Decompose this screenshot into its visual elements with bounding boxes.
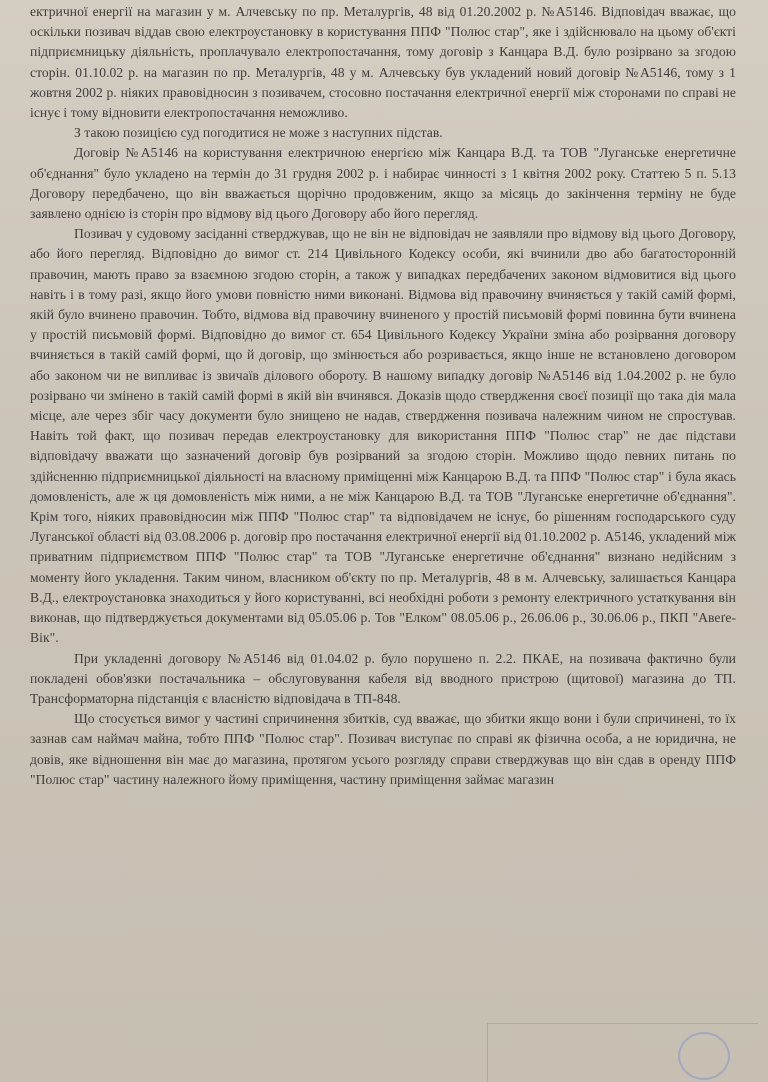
document-body	[30, 2, 736, 790]
paragraph-1: ектричної енергії на магазин у м. Алчевську по пр. Металургів, 48 від 01.20.2002 р. №А5146. Відповідач вважає, що оскільки позивач віддав свою електроустановку в користування ППФ "Полюс стар", яке і здійснювало на цьому об'єкті підприємницьку діяльність, проплачувало електропостачання, тому договір з Канцара В.Д. було розірвано за згодою сторін. 01.10.02 р. на магазин по пр. Металургів, 48 у м. Алчевську був укладений новий договір №А5146, тому з 1 жовтня 2002 р. ніяких правовідносин з позивачем, стосовно постачання електричної енергії між сторонами по справі не існує і тому відновити електропостачання неможливо.	[30, 4, 736, 121]
stamp-box	[487, 1023, 758, 1082]
paragraph-4: Позивач у судовому засіданні стверджував, що не він не відповідач не заявляли про відмову від цього Договору, або його перегляд. Відповідно до вимог ст. 214 Цивільного Кодексу особи, які вчинили дво або багатосторонній правочин, мають право за взаємною згодою сторін, а також у випадках передбачених законом відмовитися від цього навіть і в тому разі, якщо його умови повністю ними виконані. Відмова від правочину вчиняється у такій самій формі, якій було вчинено правочин. Тобто, відмова від правочину вчиненого у простій письмовій формі повинна бути вчинена у простій письмовій формі. Відповідно до вимог ст. 654 Цивільного Кодексу України зміна або розірвання договору вчиняється в такій самій формі, що й договір, що змінюється або розривається, якщо інше не встановлено договором або законом чи не випливає із звичаїв ділового обороту. В нашому випадку договір №А5146 від 1.04.2002 р. не було розірвано чи змінено в такій самій формі в якій він вчинявся. Доказів щодо ствердження своєї позиції що така дія мала місце, але через збіг часу документи було знищено не надав, ствердження позивача належним чином не спростував. Навіть той факт, що позивач передав електроустановку для використання ППФ "Полюс стар" не дає підстави відповідачу вважати що зазначений договір був розірваний за згодою сторін. Можливо щодо певних питань по здійсненню підприємницької діяльності на власному приміщенні між Канцарою В.Д. та ППФ "Полюс стар" і була якась домовленість, але ж ця домовленість між ними, а не між Канцарою В.Д. та ТОВ "Луганське енергетичне об'єднання". Крім того, ніяких правовідносин між ППФ "Полюс стар" та відповідачем не існує, бо рішенням господарського суду Луганської області від 03.08.2006 р. договір про постачання електричної енергії від 01.10.2002 р. А5146, укладений між приватним підприємством ППФ "Полюс стар" та ТОВ "Луганське енергетичне об'єднання" визнано недійсним з моменту його укладення. Таким чином, власником об'єкту по пр. Металургів, 48 в м. Алчевську, залишається Канцара В.Д., електроустановка знаходиться у його користуванні, всі необхідні роботи з ремонту електричного устаткування він виконав, що підтверджується документами від 05.05.06 р. Тов "Елком" 08.05.06 р., 26.06.06 р., 30.06.06 р., ПКП "Авеґе-Вік".	[30, 226, 736, 646]
paragraph-2: З такою позицією суд погодитися не може з наступних підстав.	[74, 125, 443, 141]
paragraph-5: При укладенні договору №А5146 від 01.04.02 р. було порушено п. 2.2. ПКАЕ, на позивача фактично були покладені обов'язки постачальника – обслуговування кабеля від вводного пристрою (щитової) магазина до ТП. Трансформаторна підстанція є власністю відповідача в ТП-848.	[30, 650, 736, 706]
paragraph-6: Що стосується вимог у частині спричинення збитків, суд вважає, що збитки якщо вони і були спричинені, то їх зазнав сам наймач майна, тобто ППФ "Полюс стар". Позивач виступає по справі як фізична особа, а не юридична, не довів, яке відношення він має до магазина, протягом усього розгляду справи стверджував що він сдав в оренду ППФ "Полюс стар" частину належного йому приміщення, частину приміщення займає магазин	[30, 711, 736, 787]
seal-mark	[678, 1032, 730, 1080]
paragraph-3: Договір №А5146 на користування електричною енергією між Канцара В.Д. та ТОВ "Луганське енергетичне об'єднання" було укладено на термін до 31 грудня 2002 р. і набирає чинності з 1 квітня 2002 року. Статтею 5 п. 5.13 Договору передбачено, що він вважається щорічно продовженим, якщо за місяць до закінчення терміну не буде заявлено однією із сторін про відмову від цього Договору або його перегляд.	[30, 145, 736, 222]
